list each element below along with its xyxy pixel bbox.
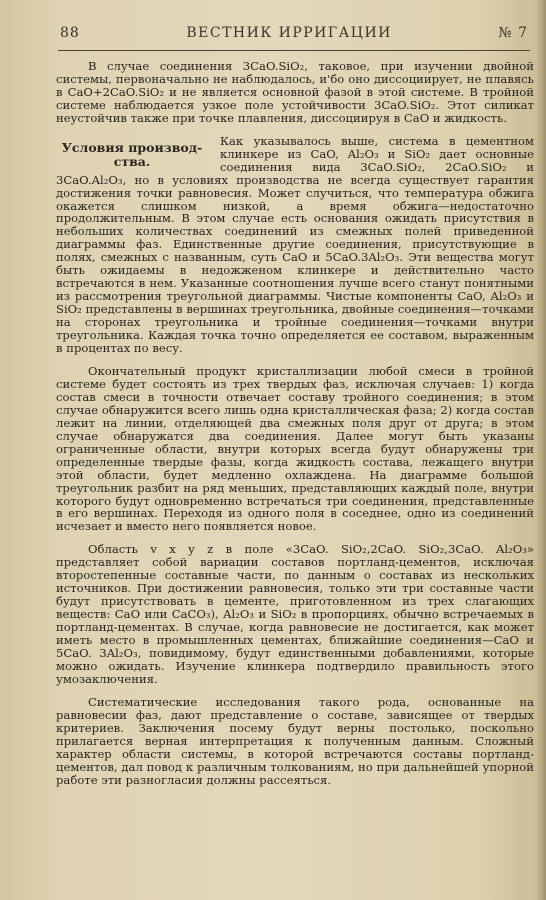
journal-title: ВЕСТНИК ИРРИГАЦИИ	[186, 25, 392, 41]
article-body	[56, 60, 534, 797]
paragraph-1: В случае соединения 3CaO.SiO₂, таковое, при изучении двойной системы, первоначально не наблюдалось, и'бо оно диссоциирует, не плавясь в CaO+2CaO.SiO₂ и не является основной фазой в этой системе. В тройной системе наблюдается узкое поле устойчивости 3CaO.SiO₂. Этот силикат неустойчив также при точке плавления, диссоциируя в CaO и жидкость.	[56, 59, 534, 125]
paragraph-2: Как указывалось выше, система в цементном клинкере из CaO, Al₂O₃ и SiO₂ дает основные соединения вида 3CaO.SiO₂, 2CaO.SiO₂ и 3CaO.Al₂O₃, но в условиях производства не всегда существует гарантия достижения точки равновесия. Может случиться, что температура обжига окажется слишком низкой, а время обжига—недостаточно продолжительным. В этом случае есть основания ожидать присутствия в небольших количествах соединений из смежных полей приведенной диаграммы фаз. Единственные другие соединения, присутствующие в полях, смежных с названным, суть CaO и 5CaO.3Al₂O₃. Эти вещества могут быть ожидаемы в недожженом клинкере и действительно часто встречаются в нем. Указанные соотношения лучше всего станут понятными из рассмотрения треугольной диаграммы. Чистые компоненты CaO, Al₂O₃ и SiO₂ представлены в вершинах треугольника, двойные соединения—точками на сторонах треугольника и тройные соединения—точками внутри треугольника. Каждая точка точно определяется ее составом, выраженным в процентах по весу.	[56, 133, 534, 356]
header-rule	[58, 50, 530, 51]
side-heading: Условия производ-ства.	[61, 139, 203, 169]
paragraph-4: Область v x y z в поле «3CaO. SiO₂,2CaO. SiO₂,3CaO. Al₂O₃» представляет собой вариации составов портланд-цементов, исключая второстепенные составные части, по данным о составах из нескольких источников. При достижении равновесия, только эти три составные части будут присутствовать в цементе, приготовленном из трех слагающих веществ: CaO или CaCO₃), Al₂O₃ и SiO₂ в пропорциях, обычно встречаемых в портланд-цементах. В случае, когда равновесие не достигается, как может иметь место в промышленных цементах, ближайшие соединения—CaO и 5CaO. 3Al₂O₃, повидимому, будут единственными добавлениями, которые можно ожидать. Изучение клинкера подтвердило правильность этого умозаключения.	[56, 542, 534, 686]
issue-number: № 7	[498, 25, 528, 41]
page-number: 88	[60, 25, 80, 41]
paragraph-3: Окончательный продукт кристаллизации любой смеси в тройной системе будет состоять из трех твердых фаз, исключая случаев: 1) когда состав смеси в точности отвечает составу тройного соединения; в этом случае обнаружится всего лишь одна кристаллическая фаза; 2) когда состав лежит на линии, отделяющей два смежных поля друг от друга; в этом случае обнаружатся два соединения. Далее могут быть указаны ограниченные области, внутри которых всегда будут обнаружены три определенные твердые фазы, когда жидкость состава, лежащего внутри этой области, будет медленно охлаждена. На диаграмме большой треугольник разбит на ряд меньших, представляющих каждый поле, внутри которого будут одновременно встречаться три соединения, представленные в его вершинах. Переходя из одного поля в соседнее, одно из соединений исчезает и вместо него появляется новое.	[56, 363, 534, 534]
paragraph-5: Систематические исследования такого рода, основанные на равновесии фаз, дают представление о составе, зависящее от твердых критериев. Заключения посему будут верны постолько, поскольно прилагается верная интерпретация к полученным данным. Сложный характер области системы, в которой встречаются составы портланд-цементов, дал повод к различным толкованиям, но при дальнейшей упорной работе эти разногласия должны рассеяться.	[56, 694, 534, 787]
running-header	[60, 25, 528, 47]
